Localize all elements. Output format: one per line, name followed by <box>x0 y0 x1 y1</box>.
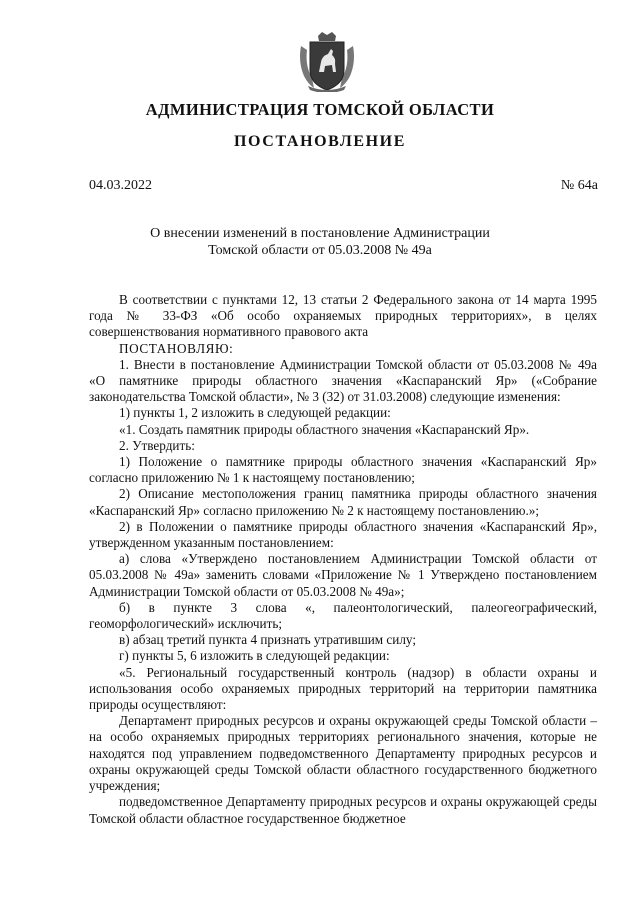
paragraph-department: Департамент природных ресурсов и охраны окружающей среды Томской области – на особо охраняемых природных территориях регионального значения, которые не находятся под управлением подведомственного Департаменту природных ресурсов и охраны окружающей среды Томской области областного государственного бюджетного учреждения; <box>89 713 597 794</box>
document-number: № 64а <box>560 178 598 193</box>
paragraph-preamble: В соответствии с пунктами 12, 13 статьи 2 Федерального закона от 14 марта 1995 года № 33-ФЗ «Об особо охраняемых природных территориях», в целях совершенствования нормативного правового акта <box>89 292 597 340</box>
document-body <box>89 292 597 827</box>
paragraph-subitem-2: 2) в Положении о памятнике природы областного значения «Каспаранский Яр», утвержденном указанным постановлением: <box>89 518 597 551</box>
paragraph-resolve: ПОСТАНОВЛЯЮ: <box>119 340 234 356</box>
paragraph-subitem-1: 1) пункты 1, 2 изложить в следующей редакции: <box>119 405 391 421</box>
paragraph-subordinate: подведомственное Департаменту природных ресурсов и охраны окружающей среды Томской области областное государственное бюджетное <box>89 794 597 826</box>
tomsk-region-coat-of-arms-icon <box>298 32 356 92</box>
paragraph-quote-1: «1. Создать памятник природы областного значения «Каспаранский Яр». <box>119 421 530 437</box>
paragraph-item-1: 1. Внести в постановление Администрации Томской области от 05.03.2008 № 49а «О памятнике природы областного значения «Каспаранский Яр» («Собрание законодательства Томской области», № 3 (32) от 31.03.2008) следующие изменения: <box>89 356 597 405</box>
document-subject <box>150 226 490 259</box>
document-type-title: ПОСТАНОВЛЕНИЕ <box>234 133 406 150</box>
subject-line-2: Томской области от 05.03.2008 № 49а <box>208 242 432 258</box>
paragraph-change-v: в) абзац третий пункта 4 признать утратившим силу; <box>119 632 417 648</box>
paragraph-change-a: а) слова «Утверждено постановлением Администрации Томской области от 05.03.2008 № 49а» заменить словами «Приложение № 1 Утверждено постановлением Администрации Томской области от 05.03.2008 № 49а»; <box>89 551 597 599</box>
organization-title: АДМИНИСТРАЦИЯ ТОМСКОЙ ОБЛАСТИ <box>145 100 495 119</box>
paragraph-change-g: г) пункты 5, 6 изложить в следующей редакции: <box>119 648 390 664</box>
paragraph-change-b: б) в пункте 3 слова «, палеонтологический, палеогеографический, геоморфологический» исключить; <box>89 599 597 632</box>
paragraph-approve: 2. Утвердить: <box>119 437 195 453</box>
paragraph-point-5: «5. Региональный государственный контроль (надзор) в области охраны и использования особо охраняемых природных территорий на территории памятника природы осуществляют: <box>89 664 597 713</box>
paragraph-approve-2: 2) Описание местоположения границ памятника природы областного значения «Каспаранский Яр» согласно приложению № 2 к настоящему постановлению.»; <box>89 486 597 518</box>
paragraph-approve-1: 1) Положение о памятнике природы областного значения «Каспаранский Яр» согласно приложению № 1 к настоящему постановлению; <box>89 454 597 486</box>
subject-line-1: О внесении изменений в постановление Администрации <box>150 226 490 241</box>
document-date: 04.03.2022 <box>89 178 152 193</box>
